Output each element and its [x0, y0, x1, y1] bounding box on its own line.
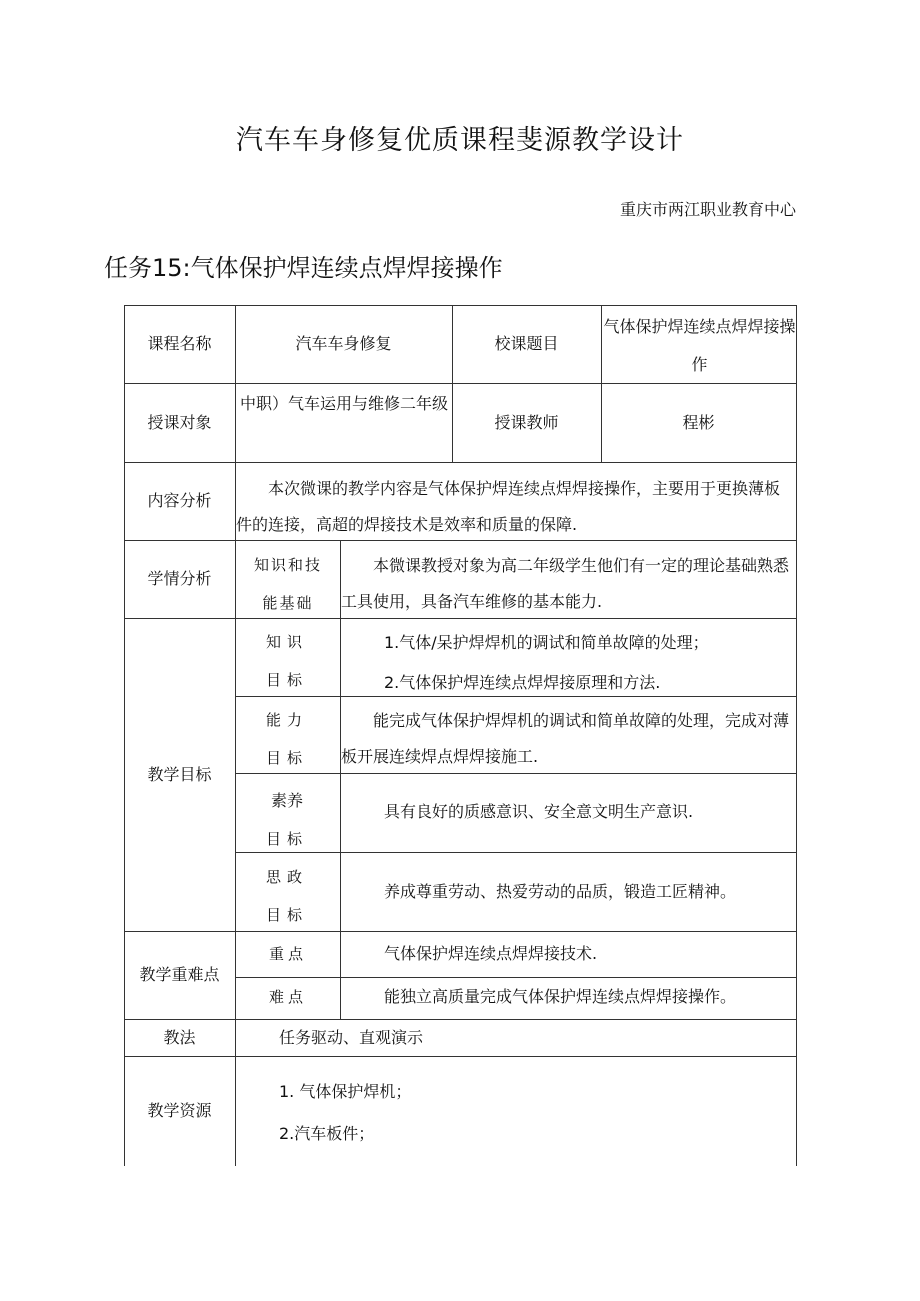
content-value: 本次微课的教学内容是气体保护焊连续点焊焊接操作，主要用于更换薄板件的连接，高超的焊接技术是效率和质量的保障.: [236, 479, 781, 534]
goals-label: 教学目标: [147, 765, 212, 784]
course-name-value: 汽车车身修复: [295, 334, 392, 353]
hard-point-value: 能独立高质量完成气体保护焊连续点焊焊接操作。: [384, 987, 737, 1006]
goal-quality-label-line-2: 目标: [265, 830, 308, 848]
goal-knowledge-label: 知识目标: [265, 633, 308, 689]
organization: 重庆市两江职业教育中心: [619, 200, 796, 219]
goal-quality-label-line-1: 素养: [270, 791, 303, 810]
learner-sub-label: 知识和技能基础: [253, 556, 322, 612]
course-name-label: 课程名称: [147, 334, 212, 353]
difficulty-label: 教学重难点: [139, 965, 220, 984]
goal-ability-value: 能完成气体保护焊焊机的调试和简单故障的处理，完成对薄板开展连续焊点焊焊接施工.: [341, 711, 790, 766]
task-title: 任务15:气体保护焊连续点焊焊接操作: [104, 254, 503, 282]
topic-label: 校课题目: [494, 334, 559, 353]
hard-point-label: 难点: [268, 988, 307, 1006]
goal-knowledge-item-2: 2.气体保护焊连续点焊焊接原理和方法.: [384, 673, 661, 692]
key-point-label: 重点: [268, 945, 307, 963]
key-point-value: 气体保护焊连续点焊焊接技术.: [384, 944, 598, 963]
goal-ideology-value: 养成尊重劳动、热爱劳动的品质，锻造工匠精神。: [384, 882, 737, 901]
learner-value: 本微课教授对象为高二年级学生他们有一定的理论基础熟悉工具使用，具备汽车维修的基本能力.: [341, 556, 790, 611]
audience-label: 授课对象: [147, 413, 212, 432]
teacher-value: 程彬: [682, 413, 715, 432]
content-label: 内容分析: [147, 491, 212, 510]
learner-label: 学情分析: [147, 569, 212, 588]
goal-ideology-label: 思政目标: [265, 868, 308, 924]
resources-label: 教学资源: [147, 1101, 212, 1120]
document-title: 汽车车身修复优质课程斐源教学设计: [236, 125, 684, 156]
goal-quality-value: 具有良好的质感意识、安全意文明生产意识.: [384, 802, 694, 821]
teacher-label: 授课教师: [494, 413, 559, 432]
method-value: 任务驱动、直观演示: [279, 1028, 424, 1047]
goal-knowledge-item-1: 1.气体/呆护焊焊机的调试和简单故障的处理；: [384, 633, 709, 652]
topic-value: 气体保护焊连续点焊焊接操作: [603, 317, 796, 374]
method-label: 教法: [163, 1028, 196, 1047]
goal-ability-label: 能力目标: [265, 711, 308, 767]
resource-item-2: 2.汽车板件；: [279, 1124, 375, 1143]
resource-item-1: 1. 气体保护焊机；: [279, 1082, 412, 1101]
audience-value: 中职）气车运用与维修二年级: [240, 394, 449, 413]
